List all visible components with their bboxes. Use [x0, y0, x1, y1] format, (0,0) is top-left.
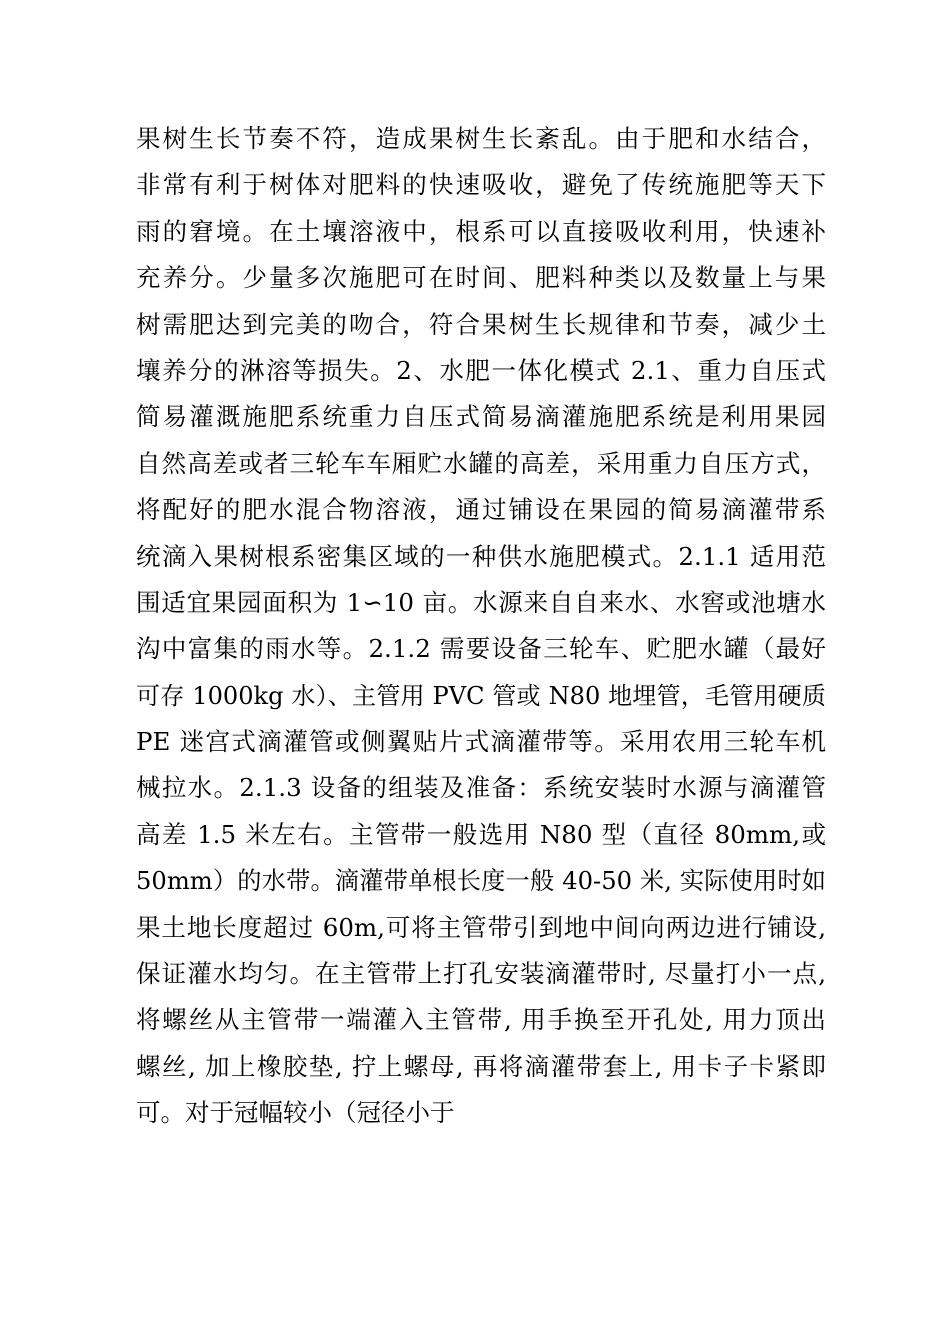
text-line: 自然高差或者三轮车车厢贮水罐的高差，采用重力自压方式，	[136, 448, 826, 478]
text-line: 果土地长度超过 60m,可将主管带引到地中间向两边进行铺设,	[136, 912, 826, 942]
text-line: 壤养分的淋溶等损失。2、水肥一体化模式 2.1、重力自压式	[136, 355, 826, 385]
text-line: 果树生长节奏不符，造成果树生长紊乱。由于肥和水结合，	[136, 124, 826, 153]
text-line: 高差 1.5 米左右。主管带一般选用 N80 型（直径 80mm,或	[136, 819, 826, 849]
text-line: 围适宜果园面积为 1∽10 亩。水源来自自来水、水窖或池塘水	[136, 587, 826, 617]
text-line: 械拉水。2.1.3 设备的组装及准备：系统安装时水源与滴灌管	[136, 773, 826, 803]
text-line: 雨的窘境。在土壤溶液中，根系可以直接吸收利用，快速补	[136, 216, 826, 246]
text-line: 沟中富集的雨水等。2.1.2 需要设备三轮车、贮肥水罐（最好	[136, 634, 826, 664]
text-line: 统滴入果树根系密集区域的一种供水施肥模式。2.1.1 适用范	[136, 541, 826, 571]
body-paragraph	[136, 116, 826, 1137]
text-line: 树需肥达到完美的吻合，符合果树生长规律和节奏，减少土	[136, 309, 826, 339]
text-line: 保证灌水均匀。在主管带上打孔安装滴灌带时, 尽量打小一点,	[136, 959, 826, 989]
text-line: 非常有利于树体对肥料的快速吸收，避免了传统施肥等天下	[136, 170, 826, 200]
text-line: 将配好的肥水混合物溶液，通过铺设在果园的简易滴灌带系	[136, 495, 826, 525]
text-line: 充养分。少量多次施肥可在时间、肥料种类以及数量上与果	[136, 263, 826, 293]
text-line: PE 迷宫式滴灌管或侧翼贴片式滴灌带等。采用农用三轮车机	[136, 727, 826, 757]
text-line: 简易灌溉施肥系统重力自压式简易滴灌施肥系统是利用果园	[136, 402, 826, 432]
text-line: 螺丝, 加上橡胶垫, 拧上螺母, 再将滴灌带套上, 用卡子卡紧即	[136, 1051, 826, 1081]
text-line: 将螺丝从主管带一端灌入主管带, 用手换至开孔处, 用力顶出	[136, 1005, 826, 1035]
text-line: 可存 1000kg 水）、主管用 PVC 管或 N80 地埋管，毛管用硬质	[136, 681, 826, 710]
text-line: 50mm）的水带。滴灌带单根长度一般 40-50 米, 实际使用时如	[136, 867, 826, 896]
text-line: 可。对于冠幅较小（冠径小于	[136, 1098, 455, 1128]
